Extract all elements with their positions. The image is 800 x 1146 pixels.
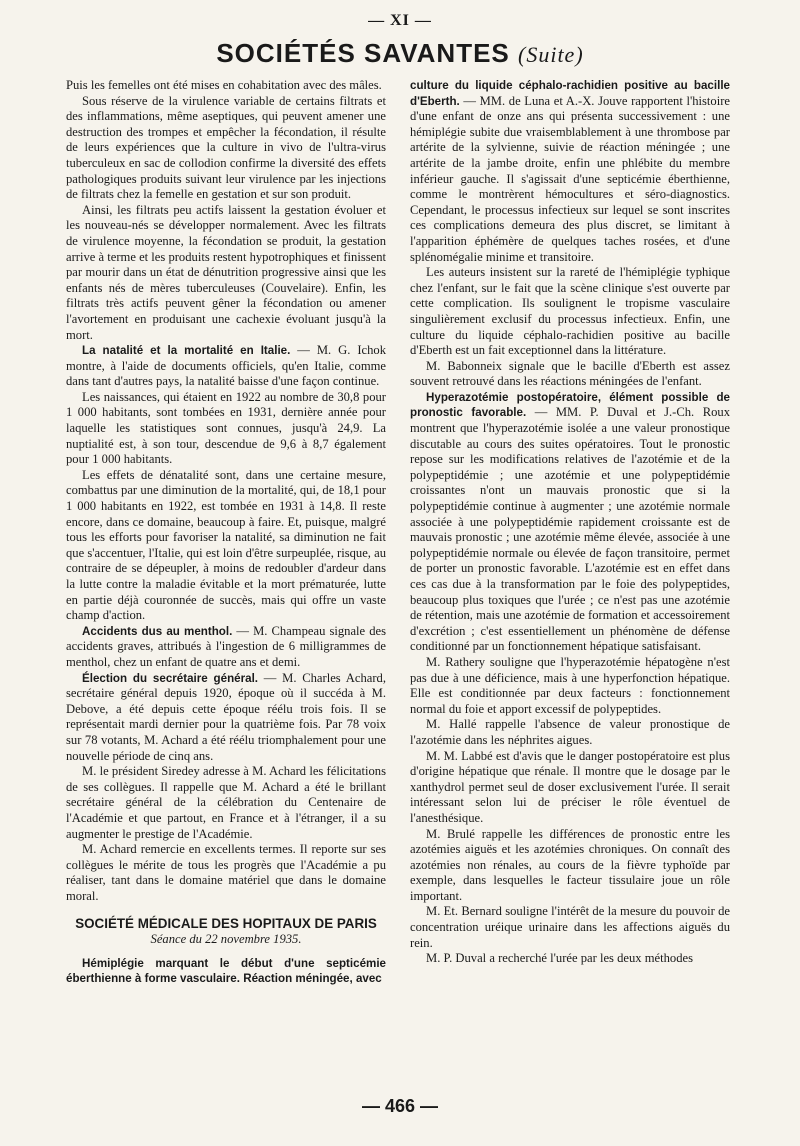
paragraph-heading: La natalité et la mortalité en Italie. <box>82 344 291 358</box>
paragraph <box>66 468 386 624</box>
paragraph-text: M. Et. Bernard souligne l'intérêt de la mesure du pouvoir de concentration uréique urinaire dans les affections aiguës du rein. <box>410 904 730 950</box>
paragraph-text: — M. Champeau signale des accidents graves, attribués à l'ingestion de 6 milligrammes de menthol, chez un enfant de quatre ans et demi. <box>66 623 386 669</box>
paragraph <box>410 390 730 655</box>
paragraph <box>66 343 386 390</box>
paragraph <box>66 764 386 842</box>
paragraph-text: M. Babonneix signale que le bacille d'Eberth est assez souvent retrouvé dans les réactions méningées de l'enfant. <box>410 358 730 389</box>
paragraph-heading: Hémiplégie marquant le début d'une septicémie éberthienne à forme vasculaire. Réaction méningée, avec <box>66 956 386 986</box>
paragraph-heading: Hyperazotémie postopératoire, élément possible de pronostic favorable. <box>410 390 730 420</box>
paragraph <box>410 827 730 905</box>
page-number-top: — XI — <box>368 12 432 29</box>
paragraph <box>410 904 730 951</box>
paragraph-heading: Accidents dus au menthol. <box>82 624 233 638</box>
paragraph-text: — M. Charles Achard, secrétaire général depuis 1920, époque où il succéda à M. Debove, a été depuis cette époque réélu trois fois. Il se représentait mardi dernier pour la quatrième fois. Par 78 voix sur 78 votants, M. Achard a été réélu triomphalement pour une nouvelle période de cinq ans. <box>66 670 386 763</box>
header-title-suffix: (Suite) <box>518 42 584 67</box>
paragraph-text: — M. G. Ichok montre, à l'aide de documents officiels, qu'en Italie, comme dans tant d'autres pays, la natalité baisse d'une façon continue. <box>66 343 387 389</box>
section-subtitle: Séance du 22 novembre 1935. <box>150 932 302 947</box>
paragraph <box>66 842 386 904</box>
paragraph <box>66 94 386 203</box>
paragraph <box>410 951 730 967</box>
paragraph <box>66 956 386 987</box>
header-title <box>0 38 800 69</box>
paragraph <box>410 359 730 390</box>
paragraph <box>66 671 386 765</box>
paragraph-text: M. le président Siredey adresse à M. Achard les félicitations de ses collègues. Il rappelle que M. Achard a été le brillant secrétaire général de la célébration du Centenaire de l'Académie et que partout, en France et à l'étranger, il a su augmenter le prestige de l'Académie. <box>66 764 386 841</box>
paragraph-text: M. P. Duval a recherché l'urée par les deux méthodes <box>426 951 693 966</box>
right-column <box>410 78 730 967</box>
paragraph-text: Ainsi, les filtrats peu actifs laissent la gestation évoluer et les nouveau-nés se développer normalement. Avec les filtrats de virulence moyenne, la fécondation se produit, la gestation arrive à terme et les produits restent hypotrophiques et finissent par mourir dans un état de dénutrition progressive ainsi que les enfants nés de mères tuberculeuses (Couvelaire). Enfin, les filtrats très actifs peuvent gêner la fécondation ou amener l'avortement en produisant une cachexie évoluant jusqu'à la mort. <box>66 202 387 342</box>
paragraph <box>410 655 730 717</box>
paragraph <box>410 717 730 748</box>
paragraph-heading: Élection du secrétaire général. <box>82 671 259 685</box>
page-number-bottom: — 466 — <box>361 1096 439 1116</box>
paragraph-text: M. Achard remercie en excellents termes. Il reporte sur ses collègues le mérite de tous les progrès que l'Académie a pu réaliser, tant dans le domaine matériel que dans le domaine moral. <box>66 842 386 903</box>
paragraph-text: M. M. Labbé est d'avis que le danger postopératoire est plus d'origine hépatique que rénale. Il montre que le dosage par le xanthydrol permet seul de doser exclusivement l'urée. Il serait intéressant selon lui de préciser le rôle éventuel de l'anesthésique. <box>410 748 730 825</box>
header-title-main: SOCIÉTÉS SAVANTES <box>216 38 510 68</box>
paragraph-text: Sous réserve de la virulence variable de certains filtrats et des inflammations, même aseptiques, qui peuvent amener une destruction des trompes et empêcher la fécondation, il résulte de leurs expériences que la culture in vivo de l'ultra-virus tuberculeux en sac de collodion confirme la diversité des effets pathologiques produits suivant leur virulence par les injections de filtrats chez la femelle en gestation et sur son produit. <box>66 93 386 202</box>
paragraph-text: M. Hallé rappelle l'absence de valeur pronostique de l'azotémie dans les néphrites aigues. <box>410 717 730 747</box>
paragraph <box>66 624 386 671</box>
paragraph-heading: culture du liquide céphalo-rachidien positive au bacille d'Eberth. <box>410 79 730 108</box>
paragraph <box>66 203 386 343</box>
paragraph <box>410 265 730 359</box>
paragraph <box>410 78 730 265</box>
section-title: SOCIÉTÉ MÉDICALE DES HOPITAUX DE PARIS <box>75 916 377 932</box>
paragraph-text: — MM. P. Duval et J.-Ch. Roux montrent que l'hyperazotémie isolée a une valeur pronostique discutable au cours des suites opératoires. Tout le pronostic repose sur les modifications relatives de l'azotémie et de la polypeptidémie ; une azotémie et une polypeptidémie croissantes n'ont un mauvais pronostic que si la polypeptidémie continue à augmenter ; une azotémie normale associée à une polypeptidémie rapidement croissante est de mauvais pronostic ; une azotémie même élevée, associée à une polypeptidémie normale ou élevée de façon transitoire, permet de porter un pronostic favorable. L'azotémie est en effet dans ces cas due à la transformation par le foie des polypeptides, beaucoup plus toxiques que l'urée ; ce n'est pas une azotémie de rétention, mais une azotémie de formation et accessoirement d'excrétion ; c'est essentiellement un phénomène de défense conditionné par un fonctionnement hépatique satisfaisant. <box>410 405 730 654</box>
paragraph <box>66 390 386 468</box>
paragraph-text: M. Brulé rappelle les différences de pronostic entre les azotémies aiguës et les azotémies chroniques. On connaît des azotémies non rénales, au cours de la fièvre typhoïde par exemple, dans lesquelles le facteur tissulaire joue un rôle important. <box>410 826 730 903</box>
paragraph-text: M. Rathery souligne que l'hyperazotémie hépatogène n'est pas due à une déficience, mais à une hyperfonction hépatique. Elle est conditionnée par deux facteurs : fonctionnement normal du foie et apport excessif de polypeptides. <box>410 654 730 716</box>
paragraph-text: Les effets de dénatalité sont, dans une certaine mesure, combattus par une diminution de la mortalité, qui, de 18,1 pour 1 000 habitants en 1922, est tombée en 1931 à 14,8. Il reste encore, dans ce domaine, beaucoup à faire. Et, puisque, malgré tous les efforts pour favoriser la natalité, sa diminution ne fait que s'accentuer, l'Italie, qui est loin d'être surpeuplée, risque, au contraire de se dépeupler, à moins de redoubler d'ardeur dans la lutte contre la maladie évitable et la mort prématurée, lutte en partie déjà couronnée de succès, mais qui offre un vaste champ d'action. <box>66 467 386 623</box>
paragraph-text: Les naissances, qui étaient en 1922 au nombre de 30,8 pour 1 000 habitants, sont tombées en 1931, dernière année pour laquelle les statistiques sont connues, jusqu'à 24,9. La nuptialité est, à son tour, descendue de 9,6 à 8,7 également pour 1 000 habitants. <box>66 389 386 467</box>
paragraph-text: Puis les femelles ont été mises en cohabitation avec des mâles. <box>66 78 382 92</box>
paragraph-text: — MM. de Luna et A.-X. Jouve rapportent l'histoire d'une enfant de onze ans qui présenta successivement : une hémiplégie subite due vraisemblablement à une thrombose par artérite de la sylvienne, suivie de réaction méningée ; une artérite de la jambe droite, enfin une phlébite du membre inférieur gauche. Il s'agissait d'une septicémie éberthienne, comme le montrèrent hémocultures et séro-diagnostics. Cependant, le processus infectieux sur lequel se sont inscrites ces complications demeura des plus discret, se limitant à l'apparition éphémère de quelques taches rosées, et d'une splénomégalie minime et transitoire. <box>410 93 730 264</box>
paragraph <box>66 78 386 94</box>
left-column <box>66 78 386 987</box>
paragraph <box>410 749 730 827</box>
paragraph-text: Les auteurs insistent sur la rareté de l'hémiplégie typhique chez l'enfant, sur le fait que la scène clinique s'est ouverte par cette complication. Ils soulignent le tropisme vasculaire singulièrement exclusif du processus infectieux. Enfin, une culture du liquide céphalo-rachidien positive au bacille d'Eberth est un fait exceptionnel dans la littérature. <box>410 265 730 358</box>
